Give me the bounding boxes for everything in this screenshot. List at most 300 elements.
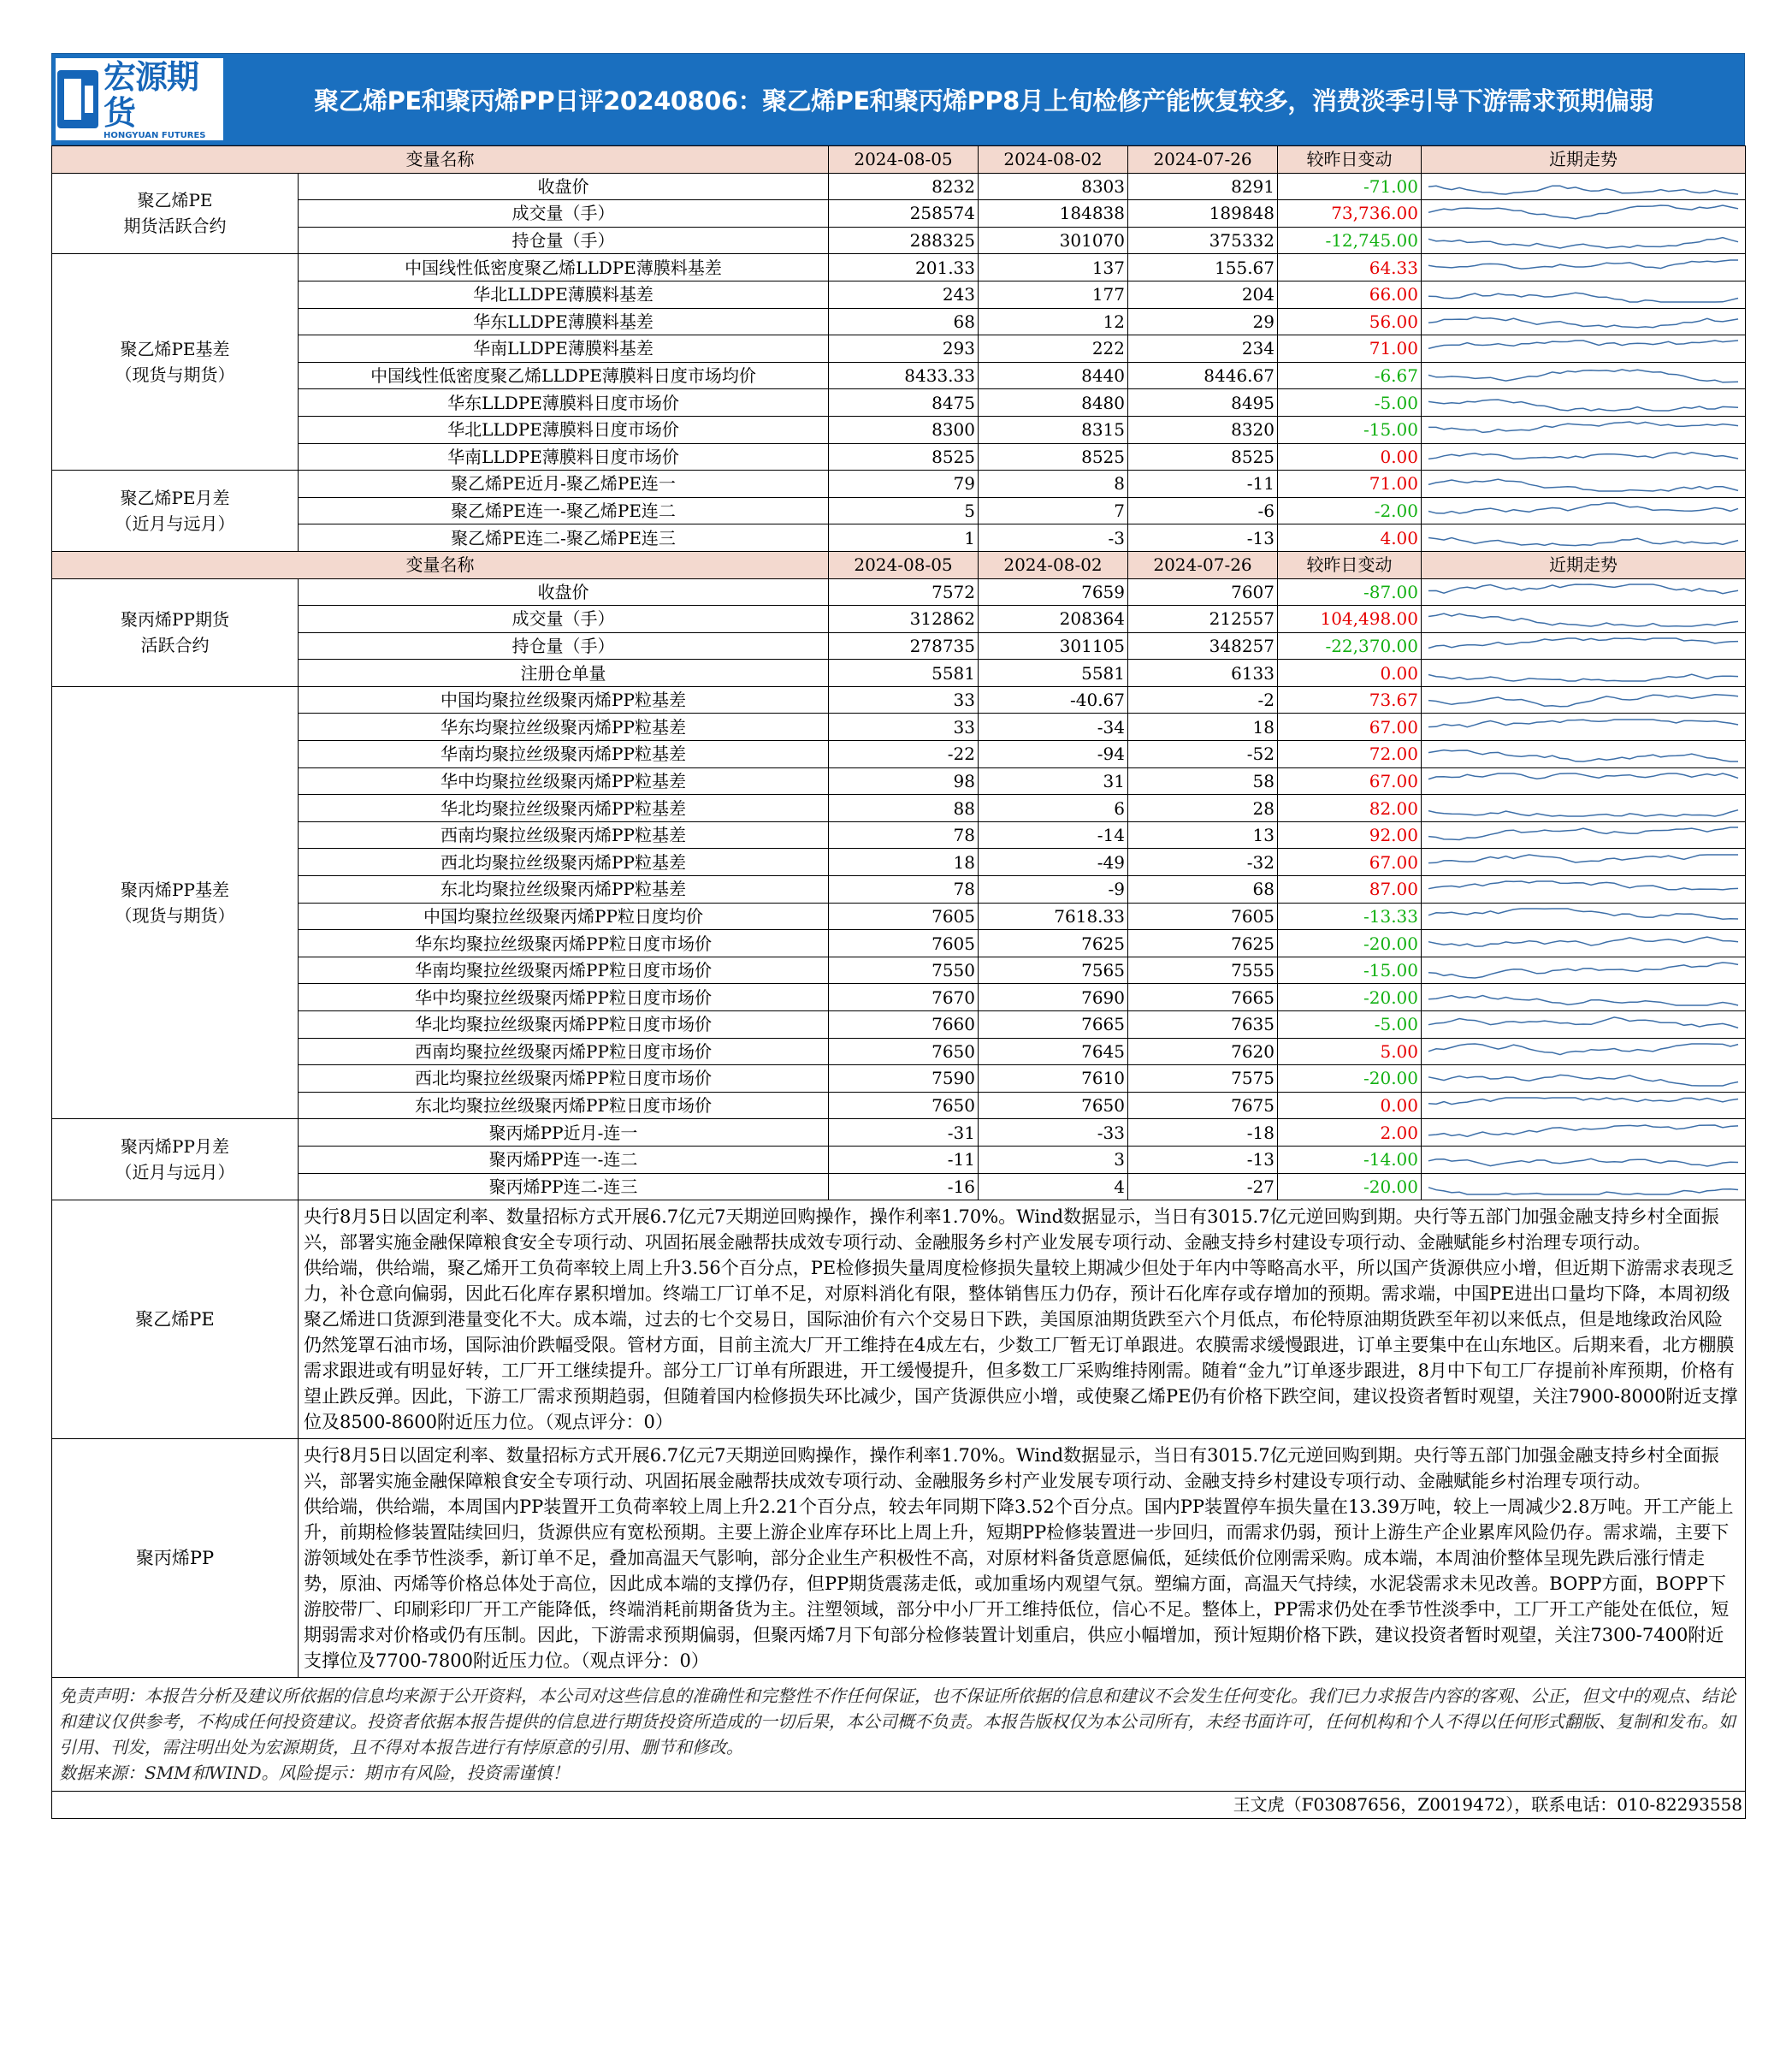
- variable-name: 中国线性低密度聚乙烯LLDPE薄膜料基差: [299, 254, 829, 281]
- table-row: [52, 821, 1746, 849]
- group-label: [52, 254, 299, 471]
- value-2024-07-26: 8495: [1128, 389, 1278, 417]
- value-2024-07-26: 7575: [1128, 1065, 1278, 1093]
- daily-change: 72.00: [1278, 741, 1422, 768]
- recent-trend-sparkline: [1422, 200, 1746, 228]
- variable-name: 华北均聚拉丝级聚丙烯PP粒基差: [299, 795, 829, 822]
- value-2024-08-05: 18: [829, 849, 979, 876]
- variable-name: 华东LLDPE薄膜料日度市场价: [299, 389, 829, 417]
- value-2024-07-26: -2: [1128, 686, 1278, 714]
- sparkline-chart: [1422, 796, 1745, 821]
- variable-name: 华北LLDPE薄膜料日度市场价: [299, 416, 829, 443]
- variable-name: 西北均聚拉丝级聚丙烯PP粒基差: [299, 849, 829, 876]
- value-2024-08-05: 312862: [829, 606, 979, 633]
- variable-name: 华东均聚拉丝级聚丙烯PP粒日度市场价: [299, 930, 829, 957]
- value-2024-07-26: 7625: [1128, 930, 1278, 957]
- sparkline-chart: [1422, 471, 1745, 496]
- recent-trend-sparkline: [1422, 632, 1746, 660]
- table-row: [52, 741, 1746, 768]
- group-label-line: （近月与远月）: [115, 1162, 235, 1183]
- value-2024-08-02: -14: [979, 821, 1128, 849]
- recent-trend-sparkline: [1422, 443, 1746, 471]
- daily-change: -20.00: [1278, 984, 1422, 1011]
- value-2024-08-02: 208364: [979, 606, 1128, 633]
- group-label-line: 聚丙烯PP月差: [121, 1136, 229, 1158]
- header-col-2: 2024-08-02: [979, 146, 1128, 174]
- report-banner: [51, 53, 1745, 145]
- variable-name: 聚丙烯PP连二-连三: [299, 1173, 829, 1200]
- group-label: [52, 471, 299, 552]
- daily-change: 5.00: [1278, 1038, 1422, 1065]
- value-2024-08-05: 79: [829, 471, 979, 498]
- value-2024-08-05: 5581: [829, 660, 979, 687]
- value-2024-08-05: 8475: [829, 389, 979, 417]
- daily-change: 0.00: [1278, 660, 1422, 687]
- group-label-line: 聚丙烯PP期货: [121, 609, 229, 631]
- value-2024-08-05: 258574: [829, 200, 979, 228]
- table-row: [52, 227, 1746, 254]
- value-2024-07-26: 7605: [1128, 903, 1278, 930]
- recent-trend-sparkline: [1422, 741, 1746, 768]
- value-2024-08-02: 7665: [979, 1011, 1128, 1039]
- group-label: [52, 686, 299, 1119]
- group-label-line: 聚丙烯PP基差: [121, 880, 229, 901]
- daily-change: 2.00: [1278, 1119, 1422, 1147]
- table-row: [52, 471, 1746, 498]
- value-2024-08-02: 8525: [979, 443, 1128, 471]
- variable-name: 东北均聚拉丝级聚丙烯PP粒日度市场价: [299, 1092, 829, 1119]
- value-2024-07-26: 7555: [1128, 957, 1278, 984]
- table-row: [52, 1146, 1746, 1173]
- variable-name: 华南LLDPE薄膜料基差: [299, 335, 829, 363]
- daily-change: 67.00: [1278, 767, 1422, 795]
- commentary-paragraph: 央行8月5日以固定利率、数量招标方式开展6.7亿元7天期逆回购操作，操作利率1.70%。Wind数据显示，当日有3015.7亿元逆回购到期。央行等五部门加强金融支持乡村全面振兴，部署实施金融保障粮食安全专项行动、巩固拓展金融帮扶成效专项行动、金融服务乡村产业发展专项行动、金融支持乡村建设专项行动、金融赋能乡村治理专项行动。: [304, 1206, 1719, 1253]
- recent-trend-sparkline: [1422, 660, 1746, 687]
- table-row: [52, 524, 1746, 552]
- recent-trend-sparkline: [1422, 1146, 1746, 1173]
- variable-name: 中国均聚拉丝级聚丙烯PP粒基差: [299, 686, 829, 714]
- commentary-text: [299, 1439, 1746, 1678]
- sparkline-chart: [1422, 200, 1745, 226]
- value-2024-08-02: 7690: [979, 984, 1128, 1011]
- variable-name: 华中均聚拉丝级聚丙烯PP粒基差: [299, 767, 829, 795]
- table-row: [52, 930, 1746, 957]
- recent-trend-sparkline: [1422, 1092, 1746, 1119]
- variable-name: 聚乙烯PE连二-聚乙烯PE连三: [299, 524, 829, 552]
- header-col-5: 近期走势: [1422, 551, 1746, 578]
- table-row: [52, 173, 1746, 200]
- sparkline-chart: [1422, 1011, 1745, 1037]
- daily-change: 71.00: [1278, 335, 1422, 363]
- value-2024-08-05: -11: [829, 1146, 979, 1173]
- recent-trend-sparkline: [1422, 795, 1746, 822]
- author-contact: 王文虎（F03087656，Z0019472），联系电话：010-82293558: [52, 1792, 1746, 1819]
- sparkline-chart: [1422, 904, 1745, 929]
- table-row: [52, 389, 1746, 417]
- author-row: [52, 1792, 1746, 1819]
- group-label-line: 聚乙烯PE基差: [120, 339, 230, 360]
- value-2024-07-26: 6133: [1128, 660, 1278, 687]
- daily-change: 0.00: [1278, 1092, 1422, 1119]
- value-2024-07-26: 7635: [1128, 1011, 1278, 1039]
- value-2024-08-02: 7618.33: [979, 903, 1128, 930]
- table-row: [52, 416, 1746, 443]
- sparkline-chart: [1422, 1065, 1745, 1091]
- recent-trend-sparkline: [1422, 821, 1746, 849]
- sparkline-chart: [1422, 417, 1745, 442]
- sparkline-chart: [1422, 931, 1745, 957]
- header-col-4: 较昨日变动: [1278, 146, 1422, 174]
- table-row: [52, 497, 1746, 524]
- variable-name: 持仓量（手）: [299, 632, 829, 660]
- value-2024-08-05: 288325: [829, 227, 979, 254]
- recent-trend-sparkline: [1422, 254, 1746, 281]
- daily-change: -20.00: [1278, 930, 1422, 957]
- value-2024-07-26: 18: [1128, 714, 1278, 741]
- recent-trend-sparkline: [1422, 308, 1746, 335]
- value-2024-07-26: 7607: [1128, 578, 1278, 606]
- value-2024-08-02: -3: [979, 524, 1128, 552]
- value-2024-08-02: 222: [979, 335, 1128, 363]
- table-row: [52, 335, 1746, 363]
- variable-name: 成交量（手）: [299, 606, 829, 633]
- company-logo: [56, 58, 223, 140]
- daily-change: -14.00: [1278, 1146, 1422, 1173]
- sparkline-chart: [1422, 606, 1745, 631]
- daily-change: -87.00: [1278, 578, 1422, 606]
- daily-change: -20.00: [1278, 1173, 1422, 1200]
- value-2024-07-26: 8446.67: [1128, 362, 1278, 389]
- value-2024-08-02: -33: [979, 1119, 1128, 1147]
- recent-trend-sparkline: [1422, 524, 1746, 552]
- table-row: [52, 308, 1746, 335]
- value-2024-08-05: 243: [829, 281, 979, 308]
- commentary-paragraph: 供给端，供给端，聚乙烯开工负荷率较上周上升3.56个百分点，PE检修损失量周度检修损失量较上期减少但处于年内中等略高水平，所以国产货源供应小增，但近期下游需求表现乏力，补仓意向偏弱，因此石化库存累积增加。终端工厂订单不足，对原料消化有限，整体销售压力仍存，预计石化库存或存增加的预期。需求端，中国PE进出口量均下降，本周初级聚乙烯进口货源到港量变化不大。成本端，过去的七个交易日，国际油价有六个交易日下跌，美国原油期货跌至六个月低点，布伦特原油期货跌至年初以来低点，但是地缘政治风险仍然笼罩石油市场，国际油价跌幅受限。管材方面，目前主流大厂开工维持在4成左右，少数工厂暂无订单跟进。农膜需求缓慢跟进，订单主要集中在山东地区。后期来看，北方棚膜需求跟进或有明显好转，工厂开工继续提升。部分工厂订单有所跟进，开工缓慢提升，但多数工厂采购维持刚需。随着“金九”订单逐步跟进，8月中下旬工厂存提前补库预期，价格有望止跌反弹。因此，下游工厂需求预期趋弱，但随着国内检修损失环比减少，国产货源供应小增，或使聚乙烯PE仍有价格下跌空间，建议投资者暂时观望，关注7900-8000附近支撑位及8500-8600附近压力位。（观点评分：0）: [304, 1258, 1738, 1433]
- value-2024-08-05: 7605: [829, 903, 979, 930]
- value-2024-07-26: -32: [1128, 849, 1278, 876]
- value-2024-07-26: 234: [1128, 335, 1278, 363]
- recent-trend-sparkline: [1422, 227, 1746, 254]
- value-2024-08-05: 293: [829, 335, 979, 363]
- commentary-paragraph: 央行8月5日以固定利率、数量招标方式开展6.7亿元7天期逆回购操作，操作利率1.70%。Wind数据显示，当日有3015.7亿元逆回购到期。央行等五部门加强金融支持乡村全面振兴，部署实施金融保障粮食安全专项行动、巩固拓展金融帮扶成效专项行动、金融服务乡村产业发展专项行动、金融支持乡村建设专项行动、金融赋能乡村治理专项行动。: [304, 1445, 1719, 1492]
- report-sheet: [51, 53, 1745, 1819]
- variable-name: 注册仓单量: [299, 660, 829, 687]
- daily-change: -22,370.00: [1278, 632, 1422, 660]
- table-row: [52, 606, 1746, 633]
- value-2024-08-05: 7572: [829, 578, 979, 606]
- table-row: [52, 200, 1746, 228]
- value-2024-08-05: 7660: [829, 1011, 979, 1039]
- value-2024-08-02: 31: [979, 767, 1128, 795]
- value-2024-08-05: -31: [829, 1119, 979, 1147]
- recent-trend-sparkline: [1422, 849, 1746, 876]
- header-variable-name: 变量名称: [52, 551, 829, 578]
- sparkline-chart: [1422, 741, 1745, 767]
- header-col-4: 较昨日变动: [1278, 551, 1422, 578]
- recent-trend-sparkline: [1422, 930, 1746, 957]
- daily-change: 104,498.00: [1278, 606, 1422, 633]
- value-2024-07-26: 8291: [1128, 173, 1278, 200]
- daily-change: -13.33: [1278, 903, 1422, 930]
- group-label: [52, 1119, 299, 1200]
- sparkline-chart: [1422, 1147, 1745, 1172]
- value-2024-08-02: 8440: [979, 362, 1128, 389]
- recent-trend-sparkline: [1422, 1011, 1746, 1039]
- daily-change: 67.00: [1278, 849, 1422, 876]
- value-2024-07-26: 155.67: [1128, 254, 1278, 281]
- value-2024-07-26: 375332: [1128, 227, 1278, 254]
- value-2024-08-05: 8525: [829, 443, 979, 471]
- value-2024-08-05: 7590: [829, 1065, 979, 1093]
- value-2024-08-05: 7650: [829, 1038, 979, 1065]
- group-label-line: 聚乙烯PE: [137, 190, 213, 211]
- value-2024-07-26: 28: [1128, 795, 1278, 822]
- value-2024-07-26: 7620: [1128, 1038, 1278, 1065]
- recent-trend-sparkline: [1422, 335, 1746, 363]
- header-col-3: 2024-07-26: [1128, 551, 1278, 578]
- variable-name: 聚丙烯PP近月-连一: [299, 1119, 829, 1147]
- daily-change: -5.00: [1278, 389, 1422, 417]
- value-2024-08-05: 7605: [829, 930, 979, 957]
- group-label: [52, 578, 299, 686]
- value-2024-08-02: 6: [979, 795, 1128, 822]
- recent-trend-sparkline: [1422, 578, 1746, 606]
- table-row: [52, 767, 1746, 795]
- header-col-1: 2024-08-05: [829, 146, 979, 174]
- value-2024-08-02: 301105: [979, 632, 1128, 660]
- value-2024-08-02: 301070: [979, 227, 1128, 254]
- sparkline-chart: [1422, 281, 1745, 307]
- daily-change: 73.67: [1278, 686, 1422, 714]
- value-2024-08-02: 7659: [979, 578, 1128, 606]
- data-table: [51, 145, 1746, 1819]
- value-2024-07-26: -13: [1128, 524, 1278, 552]
- value-2024-07-26: 8320: [1128, 416, 1278, 443]
- daily-change: -6.67: [1278, 362, 1422, 389]
- daily-change: -5.00: [1278, 1011, 1422, 1039]
- sparkline-chart: [1422, 661, 1745, 686]
- value-2024-07-26: 212557: [1128, 606, 1278, 633]
- table-row: [52, 1119, 1746, 1147]
- value-2024-08-02: 4: [979, 1173, 1128, 1200]
- value-2024-08-02: 177: [979, 281, 1128, 308]
- group-label-line: （现货与期货）: [115, 364, 235, 386]
- table-row: [52, 714, 1746, 741]
- recent-trend-sparkline: [1422, 686, 1746, 714]
- recent-trend-sparkline: [1422, 876, 1746, 904]
- table-row: [52, 686, 1746, 714]
- value-2024-08-02: 184838: [979, 200, 1128, 228]
- value-2024-07-26: -11: [1128, 471, 1278, 498]
- sparkline-chart: [1422, 822, 1745, 848]
- variable-name: 西南均聚拉丝级聚丙烯PP粒基差: [299, 821, 829, 849]
- disclaimer-paragraph: 免责声明：本报告分析及建议所依据的信息均来源于公开资料，本公司对这些信息的准确性和完整性不作任何保证，也不保证所依据的信息和建议不会发生任何变化。我们已力求报告内容的客观、公正，但文中的观点、结论和建议仅供参考，不构成任何投资建议。投资者依据本报告提供的信息进行期货投资所造成的一切后果，本公司概不负责。本报告版权仅为本公司所有，未经书面许可，任何机构和个人不得以任何形式翻版、复制和发布。如引用、刊发，需注明出处为宏源期货，且不得对本报告进行有悖原意的引用、删节和修改。: [59, 1686, 1736, 1758]
- sparkline-chart: [1422, 1120, 1745, 1146]
- variable-name: 西北均聚拉丝级聚丙烯PP粒日度市场价: [299, 1065, 829, 1093]
- value-2024-07-26: 13: [1128, 821, 1278, 849]
- value-2024-07-26: 7675: [1128, 1092, 1278, 1119]
- sparkline-chart: [1422, 309, 1745, 335]
- header-variable-name: 变量名称: [52, 146, 829, 174]
- table-row: [52, 632, 1746, 660]
- value-2024-08-02: 8303: [979, 173, 1128, 200]
- value-2024-08-02: -49: [979, 849, 1128, 876]
- value-2024-08-05: 1: [829, 524, 979, 552]
- commentary-label: 聚乙烯PE: [52, 1200, 299, 1439]
- variable-name: 收盘价: [299, 578, 829, 606]
- recent-trend-sparkline: [1422, 957, 1746, 984]
- value-2024-07-26: -6: [1128, 497, 1278, 524]
- variable-name: 中国线性低密度聚乙烯LLDPE薄膜料日度市场均价: [299, 362, 829, 389]
- daily-change: 67.00: [1278, 714, 1422, 741]
- recent-trend-sparkline: [1422, 1173, 1746, 1200]
- table-row: [52, 957, 1746, 984]
- table-row: [52, 849, 1746, 876]
- value-2024-08-02: 137: [979, 254, 1128, 281]
- value-2024-08-05: -22: [829, 741, 979, 768]
- daily-change: 56.00: [1278, 308, 1422, 335]
- value-2024-07-26: -27: [1128, 1173, 1278, 1200]
- table-row: [52, 281, 1746, 308]
- value-2024-08-05: 7550: [829, 957, 979, 984]
- value-2024-08-02: 7650: [979, 1092, 1128, 1119]
- variable-name: 东北均聚拉丝级聚丙烯PP粒基差: [299, 876, 829, 904]
- value-2024-07-26: 189848: [1128, 200, 1278, 228]
- sparkline-chart: [1422, 444, 1745, 470]
- sparkline-chart: [1422, 768, 1745, 794]
- table-row: [52, 1092, 1746, 1119]
- daily-change: -71.00: [1278, 173, 1422, 200]
- sparkline-chart: [1422, 228, 1745, 253]
- table-row: [52, 1173, 1746, 1200]
- variable-name: 成交量（手）: [299, 200, 829, 228]
- table-header-row: [52, 551, 1746, 578]
- value-2024-08-05: 98: [829, 767, 979, 795]
- sparkline-chart: [1422, 633, 1745, 659]
- commentary-label: 聚丙烯PP: [52, 1439, 299, 1678]
- variable-name: 聚乙烯PE近月-聚乙烯PE连一: [299, 471, 829, 498]
- value-2024-08-02: -9: [979, 876, 1128, 904]
- value-2024-08-05: 8300: [829, 416, 979, 443]
- value-2024-08-02: 7625: [979, 930, 1128, 957]
- value-2024-08-05: 8433.33: [829, 362, 979, 389]
- table-row: [52, 795, 1746, 822]
- variable-name: 聚丙烯PP连一-连二: [299, 1146, 829, 1173]
- recent-trend-sparkline: [1422, 714, 1746, 741]
- table-row: [52, 254, 1746, 281]
- daily-change: -20.00: [1278, 1065, 1422, 1093]
- value-2024-08-02: 3: [979, 1146, 1128, 1173]
- sparkline-chart: [1422, 363, 1745, 388]
- value-2024-08-05: 5: [829, 497, 979, 524]
- daily-change: 4.00: [1278, 524, 1422, 552]
- value-2024-07-26: -52: [1128, 741, 1278, 768]
- sparkline-chart: [1422, 390, 1745, 416]
- variable-name: 持仓量（手）: [299, 227, 829, 254]
- recent-trend-sparkline: [1422, 1065, 1746, 1093]
- logo-chinese-name: 宏源期货: [103, 57, 199, 132]
- value-2024-07-26: 68: [1128, 876, 1278, 904]
- daily-change: 73,736.00: [1278, 200, 1422, 228]
- logo-emblem-icon: [56, 65, 100, 133]
- value-2024-08-05: 33: [829, 714, 979, 741]
- value-2024-07-26: -18: [1128, 1119, 1278, 1147]
- daily-change: 92.00: [1278, 821, 1422, 849]
- daily-change: 66.00: [1278, 281, 1422, 308]
- sparkline-chart: [1422, 876, 1745, 902]
- value-2024-08-05: 278735: [829, 632, 979, 660]
- table-row: [52, 362, 1746, 389]
- report-title: 聚乙烯PE和聚丙烯PP日评20240806：聚乙烯PE和聚丙烯PP8月上旬检修产能恢复较多，消费淡季引导下游需求预期偏弱: [314, 86, 1653, 116]
- daily-change: 87.00: [1278, 876, 1422, 904]
- value-2024-08-02: -40.67: [979, 686, 1128, 714]
- daily-change: -15.00: [1278, 416, 1422, 443]
- recent-trend-sparkline: [1422, 497, 1746, 524]
- sparkline-chart: [1422, 1039, 1745, 1064]
- variable-name: 华南LLDPE薄膜料日度市场价: [299, 443, 829, 471]
- sparkline-chart: [1422, 1174, 1745, 1200]
- variable-name: 华东均聚拉丝级聚丙烯PP粒基差: [299, 714, 829, 741]
- table-row: [52, 1065, 1746, 1093]
- value-2024-08-05: 7670: [829, 984, 979, 1011]
- header-col-5: 近期走势: [1422, 146, 1746, 174]
- daily-change: -15.00: [1278, 957, 1422, 984]
- sparkline-chart: [1422, 850, 1745, 875]
- sparkline-chart: [1422, 714, 1745, 740]
- sparkline-chart: [1422, 985, 1745, 1010]
- group-label-line: 活跃合约: [140, 635, 210, 656]
- value-2024-08-05: 7650: [829, 1092, 979, 1119]
- value-2024-07-26: 58: [1128, 767, 1278, 795]
- value-2024-08-05: 33: [829, 686, 979, 714]
- recent-trend-sparkline: [1422, 606, 1746, 633]
- variable-name: 华南均聚拉丝级聚丙烯PP粒基差: [299, 741, 829, 768]
- group-label-line: （近月与远月）: [115, 513, 235, 535]
- sparkline-chart: [1422, 687, 1745, 713]
- value-2024-08-02: -34: [979, 714, 1128, 741]
- value-2024-08-02: 7610: [979, 1065, 1128, 1093]
- recent-trend-sparkline: [1422, 173, 1746, 200]
- header-col-2: 2024-08-02: [979, 551, 1128, 578]
- table-row: [52, 1038, 1746, 1065]
- logo-english-name: HONGYUAN FUTURES: [103, 130, 206, 140]
- value-2024-08-05: 201.33: [829, 254, 979, 281]
- value-2024-08-02: 8315: [979, 416, 1128, 443]
- recent-trend-sparkline: [1422, 984, 1746, 1011]
- disclaimer-text: [52, 1678, 1746, 1792]
- value-2024-08-05: 78: [829, 821, 979, 849]
- group-label: [52, 173, 299, 254]
- value-2024-08-02: -94: [979, 741, 1128, 768]
- variable-name: 中国均聚拉丝级聚丙烯PP粒日度均价: [299, 903, 829, 930]
- daily-change: 82.00: [1278, 795, 1422, 822]
- daily-change: -12,745.00: [1278, 227, 1422, 254]
- table-row: [52, 903, 1746, 930]
- table-row: [52, 876, 1746, 904]
- value-2024-08-02: 12: [979, 308, 1128, 335]
- value-2024-07-26: 8525: [1128, 443, 1278, 471]
- value-2024-08-05: 78: [829, 876, 979, 904]
- value-2024-08-05: 88: [829, 795, 979, 822]
- value-2024-07-26: 7665: [1128, 984, 1278, 1011]
- value-2024-08-05: 8232: [829, 173, 979, 200]
- recent-trend-sparkline: [1422, 1119, 1746, 1147]
- disclaimer-paragraph: 数据来源：SMM和WIND。风险提示：期市有风险，投资需谨慎！: [59, 1763, 570, 1784]
- recent-trend-sparkline: [1422, 903, 1746, 930]
- variable-name: 华中均聚拉丝级聚丙烯PP粒日度市场价: [299, 984, 829, 1011]
- group-label-line: （现货与期货）: [115, 905, 235, 927]
- value-2024-07-26: 204: [1128, 281, 1278, 308]
